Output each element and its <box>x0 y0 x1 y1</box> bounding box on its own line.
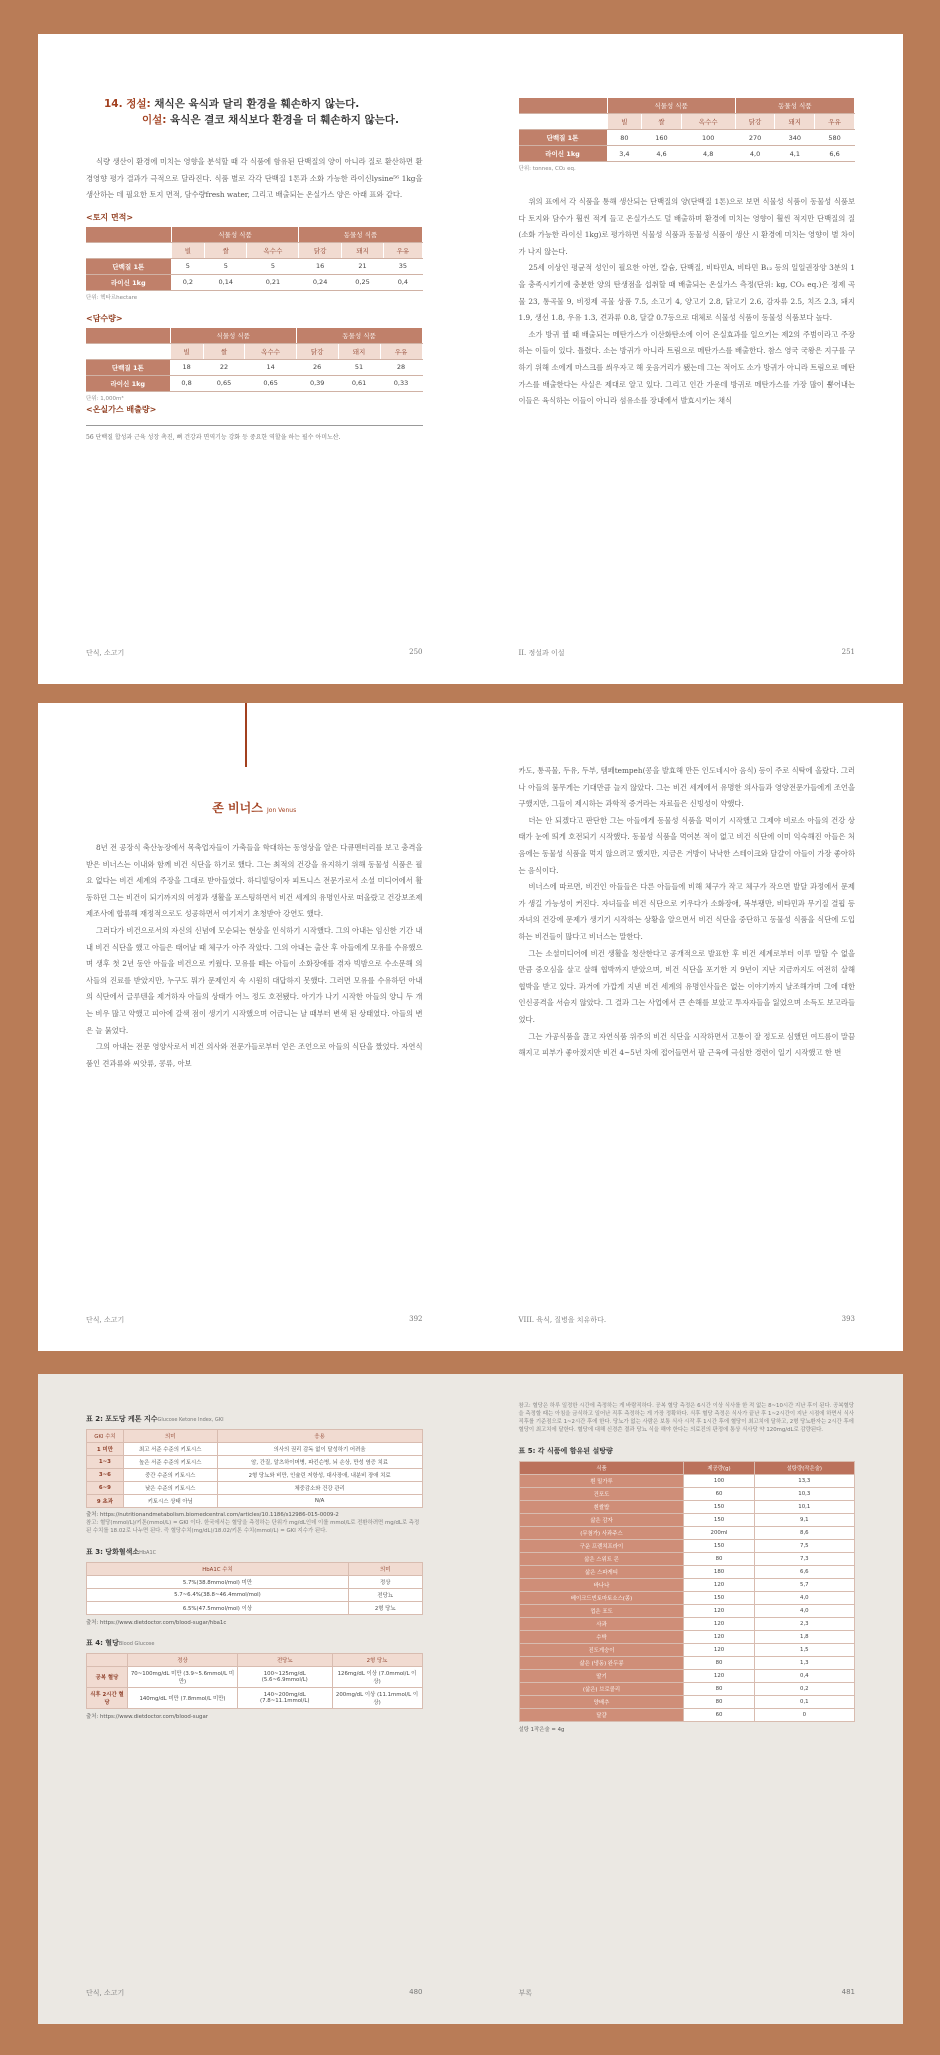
table-row: (삶은) 브로콜리 80 0,2 <box>519 1683 855 1696</box>
table-row: 9 초과 키토시스 상태 아님 N/A <box>87 1495 423 1508</box>
table-row: 삶은 스파게티 180 6,6 <box>519 1566 855 1579</box>
table-row: 라이신 1kg 0,2 0,14 0,21 0,24 0,25 0,4 <box>86 274 422 290</box>
table-row: 라이신 1kg 0,8 0,65 0,65 0,39 0,61 0,33 <box>86 375 422 391</box>
page-footer: 단식, 소고기 250 <box>86 648 423 657</box>
table-row: 공복 혈당 70~100mg/dL 미만 (3.9~5.6mmol/L 미만) 100~125mg/dL (5.6~6.9mmol/L) 126mg/dL 이상 (7.0mmol/L 이상) <box>87 1667 423 1688</box>
page-392 <box>38 703 471 1351</box>
freshwater-unit: 단위: 1,000m³ <box>86 395 124 402</box>
divider-line <box>245 703 247 767</box>
body-text: 카도, 통곡물, 두유, 두부, 템페tempeh(콩을 발효해 만든 인도네시아 음식) 등이 주로 식탁에 올랐다. 그러나 아들의 뭄무게는 기대만큼 늘지 않았다. 그는 비건 세계에서 유명한 의사들과 영양전문가들에게 조언을 구했지만, 그들이 제시하는 과학적 증거라는 자료들은 신빙성이 약했다. 더는 안 되겠다고 판단한 그는 아들에게 동물성 식품을 먹이기 시작했고 그제야 비로소 아들의 건강 상태가 눈에 띄게 호전되기 시작했다. 동물성 식품을 먹여본 적이 없고 비건 식단에 이미 익숙해진 아들은 처음에는 동물성 식품을 먹지 않으려고 했지만, 지금은 거방이 낙낙한 스테이크와 달걀이 아들이 가장 좋아하는 음식이다. 비너스에 따르면, 비건인 아들들은 다른 아들들에 비해 체구가 작고 체구가 작으면 발달 과정에서 문제가 생길 가능성이 커진다. 자녀들을 비건 식단으로 키우다가 소화장애, 복부팽만, 비타민과 무기질 결핍 등 자녀의 건강에 문제가 생기기 시작하는 상황을 알으면서 비건 식단을 중단하고 동물성 식품을 식단에 도입하는 비건들이 많다고 비너스는 말한다. 그는 소셜미디어에 비건 생활을 청산한다고 공개적으로 발표한 후 비건 세계로부터 이루 말할 수 없을 만큼 중오심을 살고 살해 협박까지 받았으며, 비건 식단을 포기한 지 9년이 지난 지금까지도 여전히 살해 협박을 받고 있다. 과거에 가깝게 지낸 비건 세계의 유명인사들은 없는 이야기까지 날조해가며 그에 대한 인신공격을 서슴지 않았다. 그 결과 그는 사업에서 큰 손해를 보았고 투자자들을 잃었으며 소득도 보고라들었다. 그는 가공식품을 끊고 자연식품 위주의 비건 식단을 시작하면서 고통이 잘 정도로 심했던 여드름이 말끔해지고 피부가 좋아졌지만 비건 4~5년 차에 접어들면서 팔 근육에 극심한 경련이 일기 시작했고 한 번 <box>518 766 855 1058</box>
table-row: 삶은 감자 150 9,1 <box>519 1514 855 1527</box>
table-row: 흰 밀가루 100 13,3 <box>519 1475 855 1488</box>
land-area-unit: 단위: 헥타르hectare <box>86 294 138 301</box>
freshwater-table: 식물성 식품 동물성 식품 빌 쌀 옥수수 닭강 돼지 우유 단백질 1톤 18 22 14 26 51 28 라이신 1kg 0,8 0,65 0,65 0,39 0,61 0,33 <box>86 328 423 392</box>
table-row: 양배추 80 0,1 <box>519 1696 855 1709</box>
table-row: 6~9 낮은 수준의 키토시스 체중감소와 건강 관리 <box>87 1482 423 1495</box>
table-row: 라이신 1kg 3,4 4,6 4,8 4,0 4,1 6,6 <box>519 146 855 162</box>
table2-note: 참고: 혈당(mmol/L)/키톤(mmol/L) = GKI 이다. 한국에서는 혈당을 측정하는 단위가 mg/dL인데 이를 mmol/L로 전환하려면 mg/dL로 측정된 수치를 18.02로 나누면 된다. 즉 혈당수치(mg/dL)/18.02/키톤 수치(mmol/L) = GKI 지수가 된다. <box>86 1520 420 1534</box>
page-footer: 부록 481 <box>518 1988 855 1997</box>
table-row: 껍은 포도 120 4,0 <box>519 1605 855 1618</box>
table-row: 6.5%(47.5mmol/mol) 이상 2형 당뇨 <box>87 1602 423 1615</box>
table-row: 건포도 60 10,3 <box>519 1488 855 1501</box>
table2-title: 표 2: 포도당 케톤 지수Glucose Ketone Index, GKI <box>86 1415 224 1423</box>
table-row: 1 미만 최고 서준 수준의 키토시스 의사의 권리 감독 없이 달성하기 어려움 <box>87 1443 423 1456</box>
headline-label-heterodox: 이설: <box>142 114 167 126</box>
table-row: 5.7%(38.8mmol/mol) 미만 정상 <box>87 1576 423 1589</box>
table-row: (무첨가) 사과주스 200ml 8,6 <box>519 1527 855 1540</box>
body-text: 8년 전 공장식 축산농장에서 목축업자들이 가축들을 학대하는 동영상을 알은 다큐멘터리를 보고 충격을 받은 비너스는 이내와 함께 비건 식단을 하기로 했다. 그는 최적의 건강을 유지하기 위해 동물성 식품은 필요 없다는 비건 세계의 주장을 그대로 받아들였다. 하디빌딩이자 피트니스 전문가로서 소셜 미디어에서 활동하던 그는 비건이 되기까지의 여정과 생활을 포스팅하면서 비건 세계의 유명인사로 떠올랐고 건강보조제 제조사에 합류해 재정적으로도 성공하면서 여기저기 초청받아 강연도 했다. 그러다가 비건으로서의 자신의 신념에 모순되는 현상을 인식하기 시작했다. 그의 아내는 임신한 기간 내내 비건 식단을 했고 아들은 태어날 때 체구가 아주 작았다. 그의 아내는 출산 후 아들에게 모유를 수유했으며 생후 첫 2년 동안 아들을 비건으로 키웠다. 모유를 떼는 아들이 소화장애를 겪자 빅밤으로 수소문해 의사들의 진료를 받았지만, 누구도 뭐가 문제인지 속 시원히 대답하지 못했다. 그러면 모유를 수유하던 아내의 식단에서 글루텐을 제거하자 아들의 상태가 어느 정도 호전됐다. 아기가 나기 시작한 아들의 양니 두 개는 비우 많고 약했고 피아에 갈색 점이 생기기 시작했으며 어금니는 날 때부터 변색 된 상태였다. 아들의 변은 늘 묽었다. 그의 아내는 전문 영양사로서 비건 의사와 전문가들로부터 얻은 조언으로 아들의 식단을 짰었다. 자연식품인 견과류와 씨앗류, 콩류, 아보 <box>86 843 423 1068</box>
table-row: 베이크드빈토마토소스(콩) 150 4,0 <box>519 1592 855 1605</box>
table-row: 진도게숭이 120 1,5 <box>519 1644 855 1657</box>
table-row: 수박 120 1,8 <box>519 1631 855 1644</box>
table4-title: 표 4: 혈당Blood Glucose <box>86 1639 155 1647</box>
table-row: 달걀 60 0 <box>519 1709 855 1722</box>
table-row: 구운 프렌치프라이 150 7,5 <box>519 1540 855 1553</box>
table-row: 흰쌀밥 150 10,1 <box>519 1501 855 1514</box>
headline-heterodox-text: 육식은 결코 채식보다 환경을 더 훼손하지 않는다. <box>166 114 399 126</box>
table-row: 단백질 1톤 5 5 5 16 21 35 <box>86 258 422 274</box>
ghg-table: 식물성 식품 동물성 식품 빌 쌀 옥수수 닭강 돼지 우유 단백질 1톤 80 160 100 270 340 580 라이신 1kg 3,4 4,6 4,8 4,0 4,1 6,6 <box>519 98 856 162</box>
table-row: 1~3 높은 서준 수준의 키토시스 암, 간질, 알츠하이머병, 파킨슨병, 뇌 손상, 만성 염증 치료 <box>87 1456 423 1469</box>
freshwater-title: <담수량> <box>86 313 123 323</box>
table2-source: 출처: https://nutritionandmetabolism.biomedcentral.com/articles/10.1186/s12986-015-0009-2 <box>86 1512 339 1518</box>
table-row: 바나나 120 5,7 <box>519 1579 855 1592</box>
table4-source: 출처: https://www.dietdoctor.com/blood-sugar <box>86 1714 208 1720</box>
gki-table: GKI 수치 의미 응용 1 미만 최고 서준 수준의 키토시스 의사의 권리 감독 없이 달성하기 어려움 1~3 높은 서준 수준의 키토시스 암, 간질, 알츠하이머병, 파킨슨병, 뇌 손상, 만성 염증 치료 3~6 중간 수준의 키토시스 2형 당뇨와 비만, 인슐린 저항성, 대사장애, 내분비 장애 치료 6~9 낮은 수준의 키토시스 체중감소와 건강 관리 9 초과 키토시스 상태 아님 N/A <box>86 1429 423 1508</box>
page-footer: II. 정설과 이설 251 <box>518 648 855 657</box>
table5-footnote: 설탕 1작은술 = 4g <box>518 1727 565 1733</box>
table-row: 5.7~6.4%(38.8~46.4mmol/mol) 전당뇨 <box>87 1589 423 1602</box>
headline-label-orthodox: 14. 정설: <box>104 98 151 110</box>
table-row: 식후 2시간 혈당 140mg/dL 미만 (7.8mmol/L 미만) 140~200mg/dL (7.8~11.1mmol/L) 200mg/dL 이상 (11.1mmol/L 이상) <box>87 1688 423 1709</box>
table-row: 사과 120 2,3 <box>519 1618 855 1631</box>
ghg-title: <온실가스 배출량> <box>86 404 157 414</box>
ghg-unit: 단위: tonnes, CO₂ eq. <box>518 166 576 172</box>
chapter-headline <box>86 96 423 128</box>
page-footer: VIII. 육식, 질병을 치유하다. 393 <box>518 1315 855 1324</box>
spread-250-251 <box>38 34 903 684</box>
page-251 <box>471 34 904 684</box>
table3-title: 표 3: 당화혈색소HbA1C <box>86 1548 157 1556</box>
intro-paragraph: 식량 생산이 환경에 미치는 영향을 분석할 때 각 식품에 함유된 단백질의 양이 아니라 질로 환산하면 환경영향 평가 결과가 극적으로 달라진다. 식품 별로 각각 단백질 1톤과 소화 가능한 라이신lysine⁵⁶ 1kg을 생산하는 데 필요한 토지 면적, 담수량fresh water, 그리고 배출되는 온실가스 양은 아래 표와 같다. <box>86 157 423 200</box>
page-393 <box>471 703 904 1351</box>
blood-glucose-table: 정상 전당뇨 2형 당뇨 공복 혈당 70~100mg/dL 미만 (3.9~5.6mmol/L 미만) 100~125mg/dL (5.6~6.9mmol/L) 126mg/dL 이상 (7.0mmol/L 이상) 식후 2시간 혈당 140mg/dL 미만 (7.8mmol/L 미만) 140~200mg/dL (7.8~11.1mmol/L) 200mg/dL 이상 (11.1mmol/L 이상) <box>86 1653 423 1709</box>
spread-480-481 <box>38 1374 903 2024</box>
hba1c-table: HbA1C 수치 의미 5.7%(38.8mmol/mol) 미만 정상 5.7~6.4%(38.8~46.4mmol/mol) 전당뇨 6.5%(47.5mmol/mol) 이상 2형 당뇨 <box>86 1562 423 1615</box>
section-author-title: 존 비너스 Jon Venus <box>212 801 297 815</box>
table-row: 단백질 1톤 80 160 100 270 340 580 <box>519 130 855 146</box>
glucose-note: 참고: 혈당은 하루 일정한 시간에 측정하는 게 바람직하다. 공복 혈당 측정은 6시간 이상 식사를 한 적 없는 8~10시간 지난 후이 된다. 공복혈당을 측정할 때는 아침을 금식하고 일어난 직후 측정하는 게 가장 정확하다. 식후 혈당 측정은 식사가 끝난 후 1~2시간이 지난 시점에 하면서 식사 직후를 기준점으로 1~2시간 후에 한다. 당뇨가 없는 사람은 보통 식사 시작 후 1시간 후에 혈당이 최고치에 달하고, 2형 당뇨환자는 2시간 후에 혈당이 최고치에 달한다. 혈당에 대해 신경쓴 결과 당뇨 식을 해야 한다는 의료진의 판정에 통상 식사당 약 120mg/dL로 감량된다. <box>518 1403 854 1433</box>
sugar-content-table: 식품 제공량(g) 설탕량(작은술) 흰 밀가루 100 13,3 건포도 60 10,3 흰쌀밥 150 10,1 삶은 감자 150 9,1 (무첨가) 사과주스 200ml 8,6 구운 프렌치프라이 150 7,5 삶은 스위트 콘 80 7,3 삶은 스파게티 180 6,6 바나나 120 5,7 베이크드빈토마토소스(콩) 150 4,0 껍은 포도 120 4,0 사과 120 2,3 수박 120 1,8 진도게숭이 120 1,5 삶은 (냉동) 완두콩 80 1,3 딸기 120 0,4 (삶은) 브로콜리 80 0,2 양배추 80 0,1 달걀 60 0 <box>519 1461 856 1722</box>
table-row: 3~6 중간 수준의 키토시스 2형 당뇨와 비만, 인슐린 저항성, 대사장애, 내분비 장애 치료 <box>87 1469 423 1482</box>
body-text: 위의 표에서 각 식품을 통해 생산되는 단백질의 양(단백질 1톤)으로 보면 식물성 식품이 동물성 식품보다 토지와 담수가 훨씬 적게 들고 온실가스도 덜 배출하며 환경에 미치는 영향이 훨씬 적지만 단백질의 질(소화 가능한 라이신 1kg)로 평가하면 식물성 식품과 동물성 식품이 생산 시 환경에 미치는 영향이 별 차이가 나지 않는다. 25세 이상인 평균적 성인이 필요한 아연, 칼슘, 단백질, 비타민A, 비타민 B₁₂ 등의 일일권장양 3분의 1을 충족시키기에 충분한 양의 탄생점을 섭취할 때 배출되는 온실가스 측정(단위: kg, CO₂ eq.)은 정제 곡물 23, 통곡물 9, 비정제 곡물 상품 7.5, 소고기 4, 양고기 2.8, 닭고기 2.6, 감자류 2.5, 치즈 2.3, 돼지 1.9, 생선 1.8, 우유 1.3, 견과류 0.8, 달걀 0.7등으로 대체로 식물성 식품이 동물성 식품보다 높다. 소가 방귀 뀔 때 배출되는 메탄가스가 이산화탄소에 이어 온실효과를 일으키는 제2의 주범이라고 주장하는 이들이 있다. 틀렸다. 소는 방귀가 아니라 트림으로 메탄가스를 배출한다. 참스 영국 국왕은 지구를 구하기 위해 소에게 마스크를 씌우자고 해 웃음거리가 됐는데 그는 적어도 소가 방귀가 아니라 트림으로 메탄가스를 배출한다는 사실은 제대로 알고 있다. 그리고 인간 가운데 방귀로 메탄가스를 가장 많이 뿜어내는 이들은 육식하는 이들이 아니라 섬유소를 장내에서 발효시키는 채식 <box>518 197 855 406</box>
headline-orthodox-text: 채식은 육식과 달리 환경을 훼손하지 않는다. <box>150 98 360 110</box>
footnote: 56 단백질 합성과 근육 성장 촉진, 뼈 건강과 면역기능 강화 등 중요한 역할을 하는 필수 아미노산. <box>86 425 423 443</box>
page-footer: 단식, 소고기 480 <box>86 1988 423 1997</box>
table3-source: 출처: https://www.dietdoctor.com/blood-sugar/hba1c <box>86 1620 227 1626</box>
table-row: 단백질 1톤 18 22 14 26 51 28 <box>86 359 422 375</box>
page-footer: 단식, 소고기 392 <box>86 1315 423 1324</box>
land-area-table: 식물성 식품 동물성 식품 빌 쌀 옥수수 닭강 돼지 우유 단백질 1톤 5 5 5 16 21 35 라이신 1kg 0,2 0,14 0,21 0,24 0,25 0,4 <box>86 227 423 291</box>
table-row: 딸기 120 0,4 <box>519 1670 855 1683</box>
page-250 <box>38 34 471 684</box>
page-481 <box>471 1374 904 2024</box>
land-area-title: <토지 면적> <box>86 212 134 222</box>
page-480 <box>38 1374 471 2024</box>
spread-392-393 <box>38 703 903 1351</box>
table5-title: 표 5: 각 식품에 함유된 설탕량 <box>518 1447 613 1455</box>
table-row: 삶은 (냉동) 완두콩 80 1,3 <box>519 1657 855 1670</box>
table-row: 삶은 스위트 콘 80 7,3 <box>519 1553 855 1566</box>
